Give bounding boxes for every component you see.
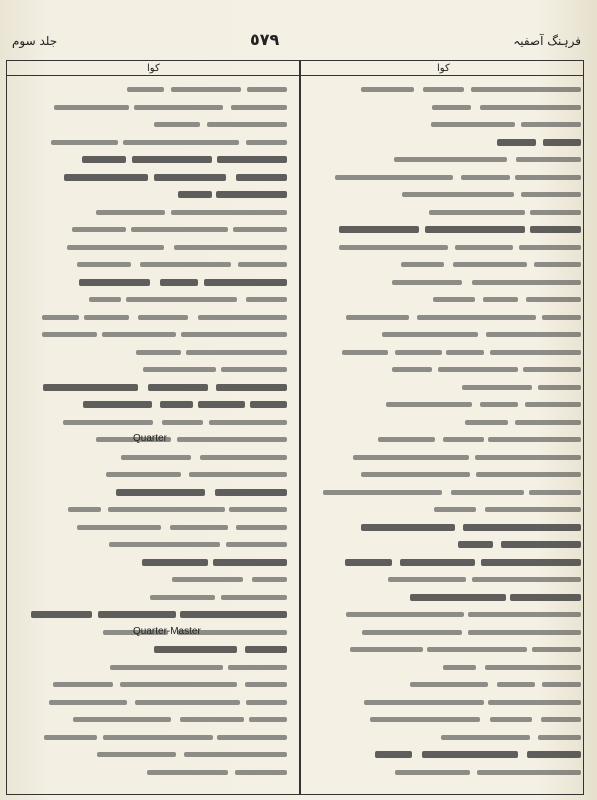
text-line: [13, 694, 289, 712]
text-line: [13, 764, 289, 782]
text-line: [307, 291, 583, 309]
text-line: [307, 536, 583, 554]
text-line: [13, 256, 289, 274]
text-line: [13, 466, 289, 484]
volume-label: جلد سوم: [12, 34, 58, 48]
text-line: [13, 676, 289, 694]
text-line: [13, 536, 289, 554]
text-line: [307, 379, 583, 397]
left-column: [13, 81, 289, 781]
text-line: [307, 344, 583, 362]
text-line: [13, 746, 289, 764]
text-line: [13, 186, 289, 204]
text-line: [307, 274, 583, 292]
text-line: [13, 641, 289, 659]
text-line: [13, 274, 289, 292]
text-line: [13, 204, 289, 222]
text-line: [307, 519, 583, 537]
text-line: [307, 641, 583, 659]
text-line: [13, 99, 289, 117]
text-line: [307, 204, 583, 222]
text-line: [307, 309, 583, 327]
text-line: [13, 379, 289, 397]
text-line: [307, 414, 583, 432]
left-column-heading: کوا: [147, 63, 160, 74]
text-line: [307, 659, 583, 677]
text-line: [307, 554, 583, 572]
text-line: [13, 344, 289, 362]
text-line: [13, 326, 289, 344]
right-column: [307, 81, 583, 781]
text-line: [13, 81, 289, 99]
text-line: [13, 659, 289, 677]
text-line: [307, 694, 583, 712]
text-line: [307, 589, 583, 607]
text-line: [307, 606, 583, 624]
text-line: [13, 221, 289, 239]
term-quarter: Quarter: [133, 433, 167, 444]
text-frame: [6, 60, 584, 795]
text-line: [13, 169, 289, 187]
text-line: [307, 676, 583, 694]
text-line: [307, 361, 583, 379]
text-line: [13, 239, 289, 257]
text-line: [307, 729, 583, 747]
text-line: [307, 624, 583, 642]
text-line: [13, 554, 289, 572]
text-line: [13, 449, 289, 467]
text-line: [307, 466, 583, 484]
text-line: [13, 361, 289, 379]
text-line: [307, 711, 583, 729]
text-line: [13, 519, 289, 537]
page-header: [0, 28, 597, 58]
header-rule: [7, 75, 583, 76]
text-line: [307, 571, 583, 589]
text-line: [13, 729, 289, 747]
text-line: [13, 134, 289, 152]
text-line: [13, 431, 289, 449]
text-line: [13, 116, 289, 134]
text-line: [307, 151, 583, 169]
text-line: [307, 501, 583, 519]
text-line: [13, 291, 289, 309]
text-line: [13, 624, 289, 642]
text-line: [13, 606, 289, 624]
column-divider: [299, 61, 301, 794]
text-line: [13, 414, 289, 432]
text-line: [13, 484, 289, 502]
text-line: [13, 571, 289, 589]
text-line: [13, 309, 289, 327]
text-line: [307, 221, 583, 239]
text-line: [13, 711, 289, 729]
text-line: [307, 431, 583, 449]
text-line: [307, 746, 583, 764]
text-line: [307, 484, 583, 502]
text-line: [307, 81, 583, 99]
page-number: ٥٧٩: [250, 30, 280, 49]
text-line: [13, 396, 289, 414]
text-line: [307, 256, 583, 274]
term-quarter-master: Quarter-Master: [133, 625, 201, 637]
text-line: [307, 186, 583, 204]
text-line: [13, 151, 289, 169]
text-line: [307, 116, 583, 134]
text-line: [307, 134, 583, 152]
text-line: [13, 589, 289, 607]
text-line: [13, 501, 289, 519]
text-line: [307, 326, 583, 344]
text-line: [307, 764, 583, 782]
text-line: [307, 396, 583, 414]
text-line: [307, 99, 583, 117]
right-column-heading: کوا: [437, 63, 450, 74]
text-line: [307, 239, 583, 257]
book-title: فرہنگ آصفیہ: [513, 34, 581, 48]
text-line: [307, 169, 583, 187]
text-line: [307, 449, 583, 467]
